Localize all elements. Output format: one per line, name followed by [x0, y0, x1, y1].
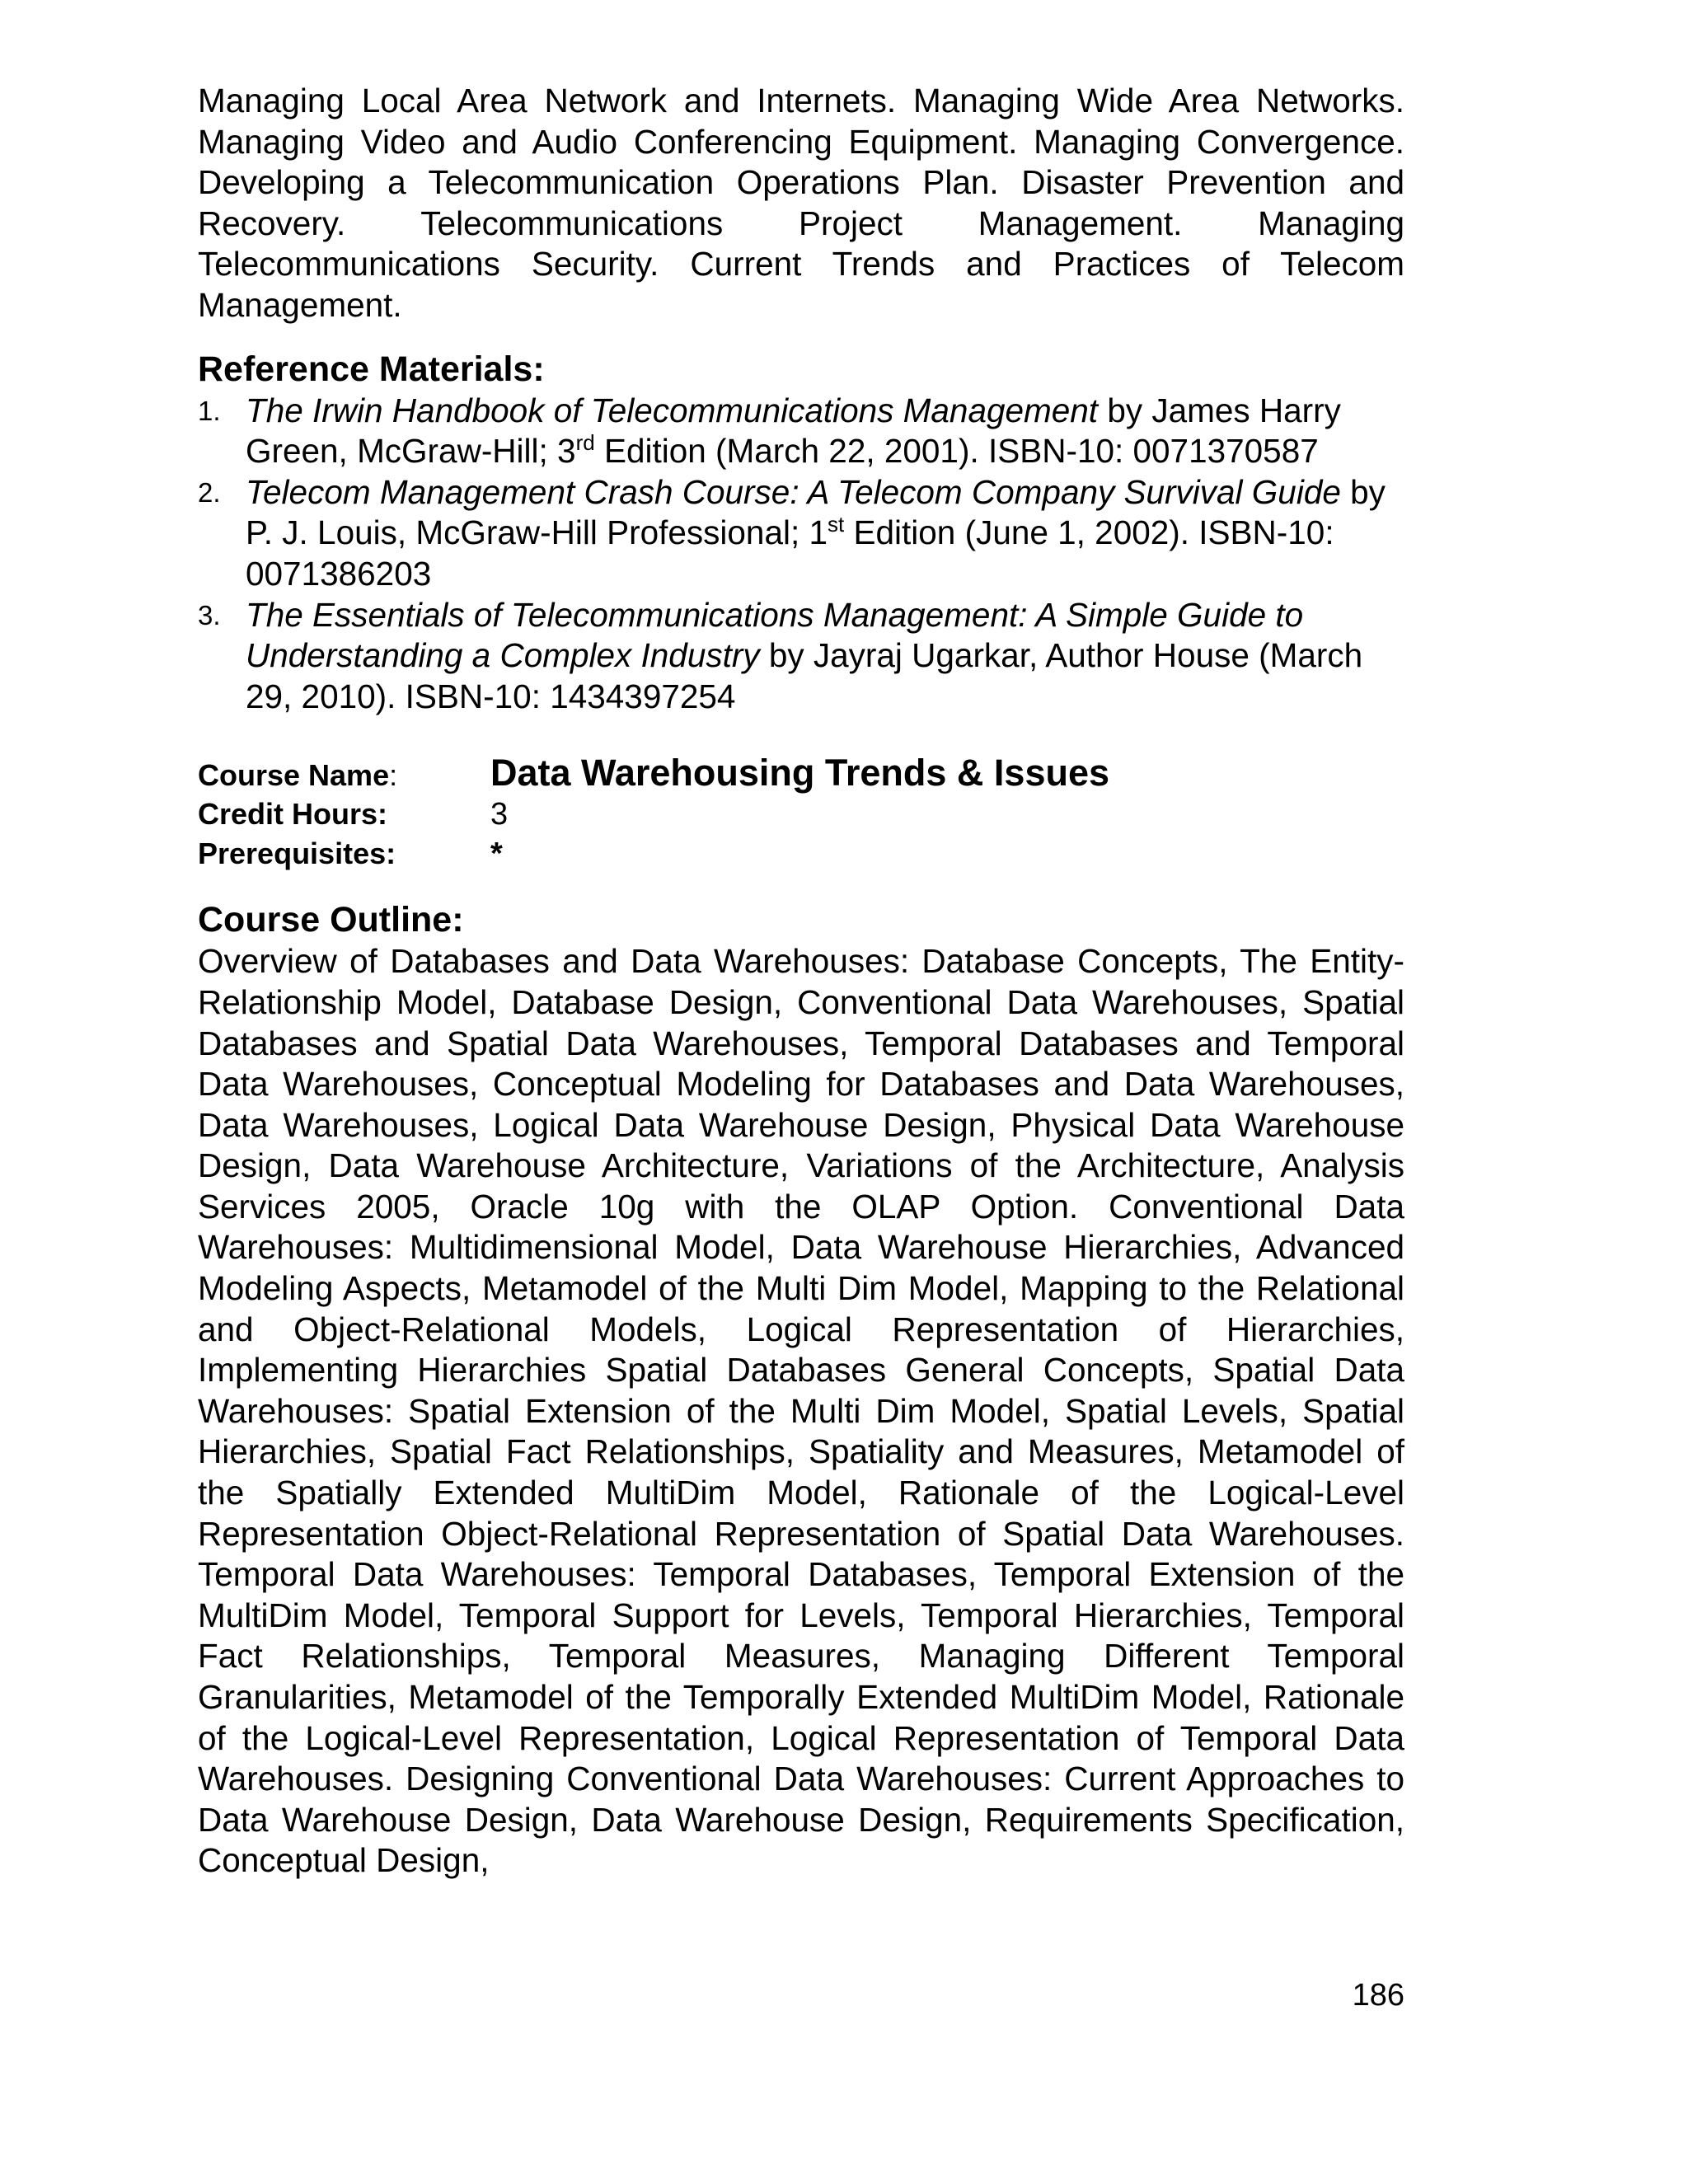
course-outline-heading: Course Outline:	[198, 900, 464, 940]
ordinal-suffix: st	[828, 512, 845, 537]
intro-paragraph: Managing Local Area Network and Internets. Managing Wide Area Networks. Managing Video and Audio Conferencing Equipment. Managing Convergence. Developing a Telecommunication Operations Plan. Disaster Prevention and Recovery. Telecommunications Project Management. Managing Telecommunications Security. Current Trends and Practices of Telecom Management.	[198, 82, 1404, 324]
document-page	[198, 81, 1404, 1882]
course-name-colon: :	[389, 758, 398, 793]
reference-details: by P. J. Louis, McGraw-Hill Professional; 1	[246, 472, 1386, 552]
reference-item	[198, 472, 1404, 595]
course-name-value: Data Warehousing Trends & Issues	[490, 752, 1110, 794]
ordinal-suffix: rd	[575, 430, 595, 456]
reference-materials-heading: Reference Materials:	[198, 349, 545, 389]
course-outline-paragraph: Overview of Databases and Data Warehouses: Database Concepts, The Entity-Relationship Model, Database Design, Conventional Data Warehouses, Spatial Databases and Spatial Data Warehouses, Temporal Databases and Temporal Data Warehouses, Conceptual Modeling for Databases and Data Warehouses, Data Warehouses, Logical Data Warehouse Design, Physical Data Warehouse Design, Data Warehouse Architecture, Variations of the Architecture, Analysis Services 2005, Oracle 10g with the OLAP Option. Conventional Data Warehouses: Multidimensional Model, Data Warehouse Hierarchies, Advanced Modeling Aspects, Metamodel of the Multi Dim Model, Mapping to the Relational and Object-Relational Models, Logical Representation of Hierarchies, Implementing Hierarchies Spatial Databases General Concepts, Spatial Data Warehouses: Spatial Extension of the Multi Dim Model, Spatial Levels, Spatial Hierarchies, Spatial Fact Relationships, Spatiality and Measures, Metamodel of the Spatially Extended MultiDim Model, Rationale of the Logical-Level Representation Object-Relational Representation of Spatial Data Warehouses. Temporal Data Warehouses: Temporal Databases, Temporal Extension of the MultiDim Model, Temporal Support for Levels, Temporal Hierarchies, Temporal Fact Relationships, Temporal Measures, Managing Different Temporal Granularities, Metamodel of the Temporally Extended MultiDim Model, Rationale of the Logical-Level Representation, Logical Representation of Temporal Data Warehouses. Designing Conventional Data Warehouses: Current Approaches to Data Warehouse Design, Data Warehouse Design, Requirements Specification, Conceptual Design,	[198, 942, 1404, 1880]
prerequisites-value: *	[490, 837, 503, 872]
reference-details: by James Harry Green, McGraw-Hill; 3	[246, 391, 1341, 471]
reference-details-cont: Edition (June 1, 2002). ISBN-10: 0071386203	[246, 513, 1334, 593]
reference-item	[198, 391, 1404, 472]
reference-title: The Irwin Handbook of Telecommunications Management	[246, 391, 1099, 429]
reference-item	[198, 595, 1404, 718]
reference-details-cont: Edition (March 22, 2001). ISBN-10: 0071370587	[594, 432, 1319, 471]
course-name-row	[198, 753, 1109, 794]
reference-details: by Jayraj Ugarkar, Author House (March 29, 2010). ISBN-10: 1434397254	[246, 636, 1363, 715]
reference-number: 2.	[198, 476, 221, 508]
reference-number: 1.	[198, 395, 221, 426]
credit-hours-value: 3	[490, 797, 509, 832]
prerequisites-label: Prerequisites:	[198, 837, 396, 871]
page-number: 186	[1352, 1978, 1404, 2013]
course-name-label: Course Name	[198, 758, 390, 793]
reference-number: 3.	[198, 599, 221, 630]
reference-title: The Essentials of Telecommunications Management: A Simple Guide to Understanding a Complex Industry	[246, 595, 1304, 675]
credit-hours-row	[198, 794, 1109, 834]
course-info-table	[198, 753, 1109, 874]
credit-hours-label: Credit Hours:	[198, 797, 388, 832]
reference-title: Telecom Management Crash Course: A Telecom Company Survival Guide	[246, 472, 1341, 511]
course-name-label-cell	[198, 753, 490, 794]
prerequisites-row	[198, 834, 1109, 874]
reference-list	[198, 391, 1404, 718]
